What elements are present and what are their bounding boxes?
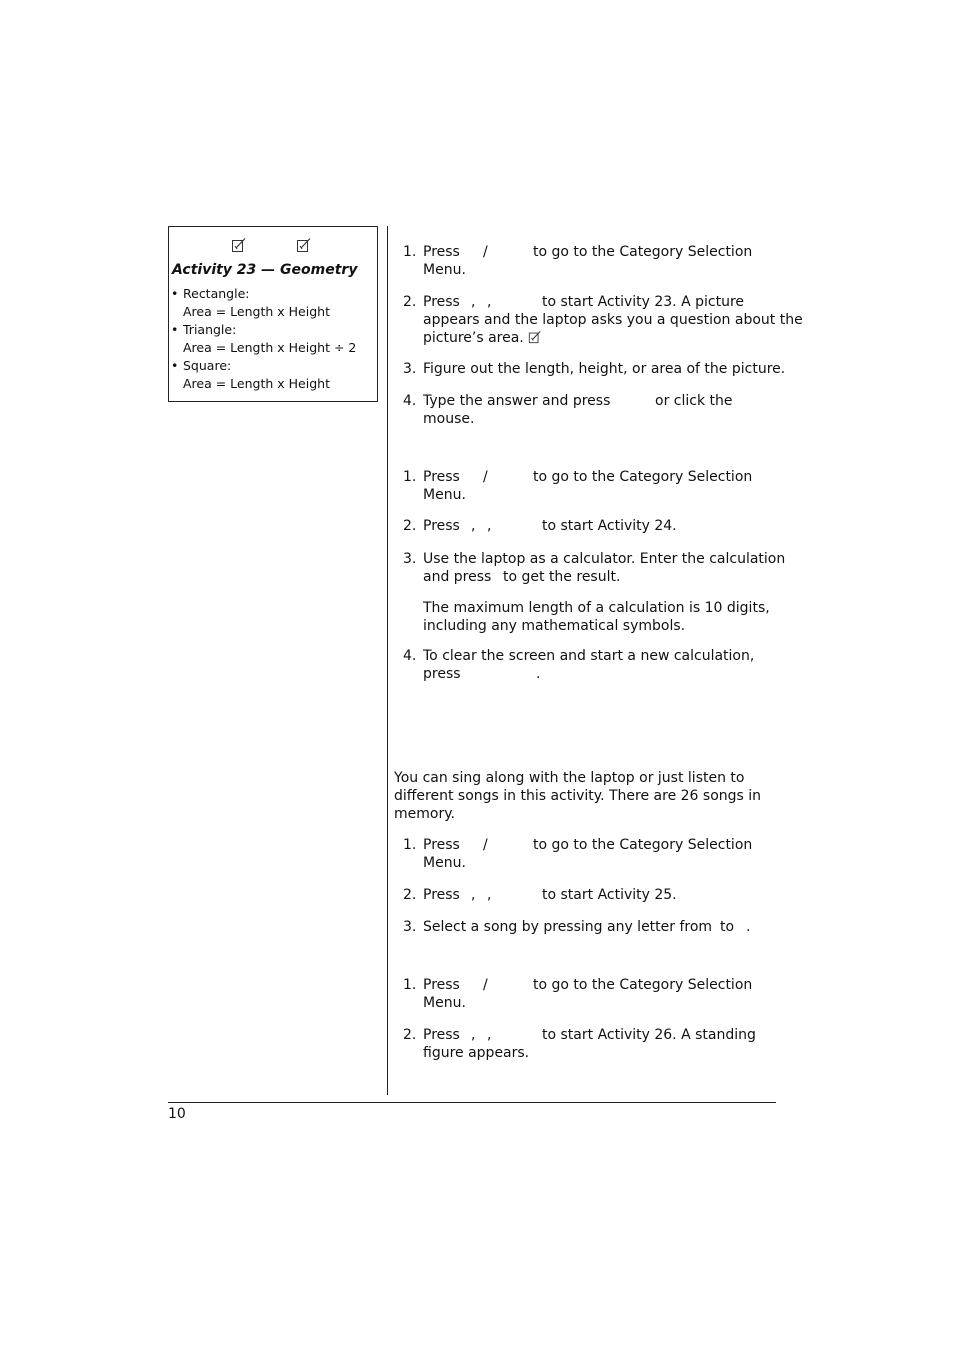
- shape-formula: Area = Length x Height: [183, 376, 330, 391]
- tip-box-title: Activity 23 — Geometry: [172, 262, 358, 278]
- footer-rule: [168, 1102, 776, 1103]
- note-pencil-icon: [296, 237, 312, 253]
- shape-label: Square:: [183, 358, 232, 373]
- list-item: • Square: Area = Length x Height: [171, 357, 376, 393]
- shape-formula: Area = Length x Height: [183, 304, 330, 319]
- formula-list: [171, 285, 376, 393]
- list-item: • Rectangle: Area = Length x Height: [171, 285, 376, 321]
- shape-label: Triangle:: [183, 322, 237, 337]
- activity25-intro: You can sing along with the laptop or just listen to different songs in this activity. There are 26 songs in memory.: [394, 770, 762, 822]
- shape-formula: Area = Length x Height ÷ 2: [183, 340, 357, 355]
- tip-box: [168, 226, 378, 402]
- calculator-note: The maximum length of a calculation is 10 digits,: [423, 600, 770, 616]
- note-pencil-icon: [231, 237, 247, 253]
- note-pencil-icon: [527, 330, 543, 344]
- tip-box-icons: [231, 237, 321, 255]
- list-item: • Triangle: Area = Length x Height ÷ 2: [171, 321, 376, 357]
- shape-label: Rectangle:: [183, 286, 250, 301]
- column-divider: [387, 226, 388, 1095]
- page-number: 10: [168, 1106, 186, 1122]
